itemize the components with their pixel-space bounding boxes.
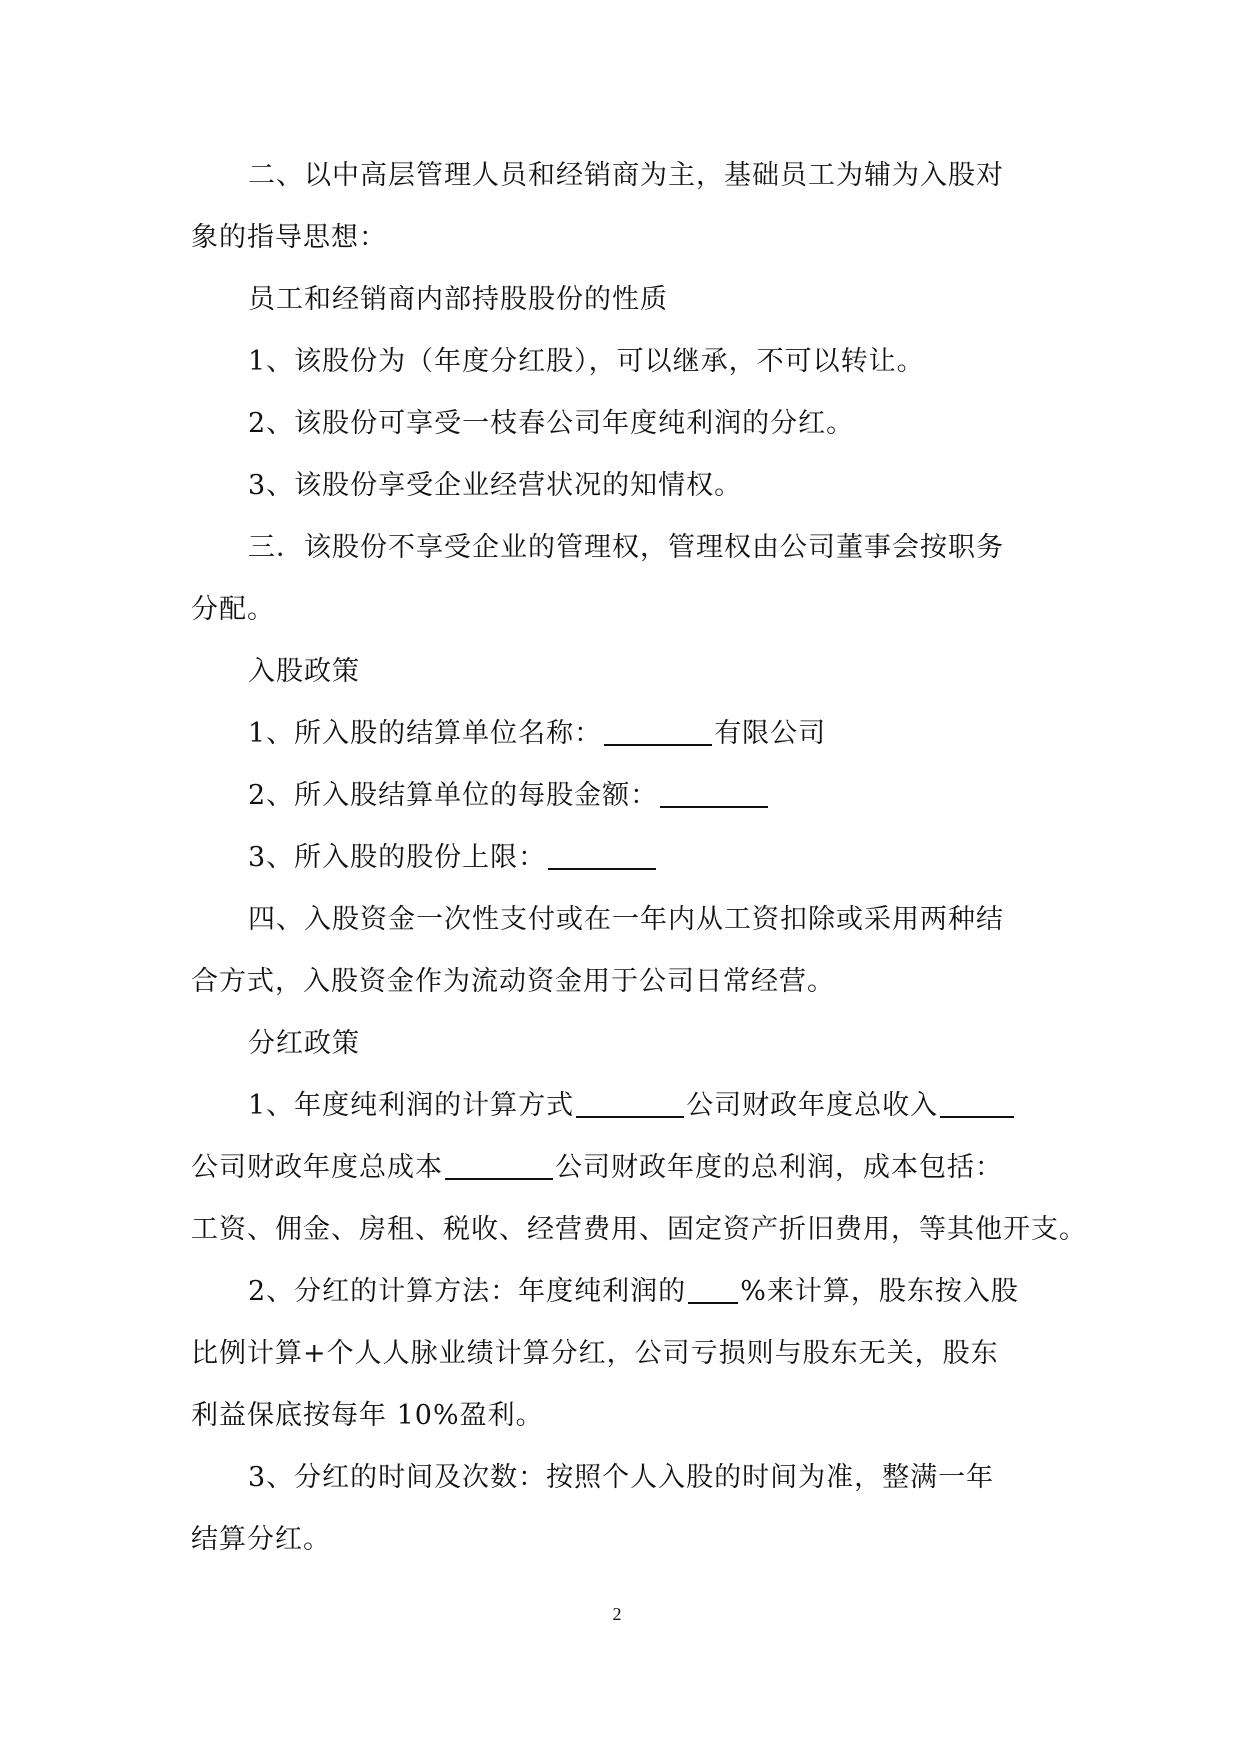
- list-item: [248, 1272, 1019, 1312]
- fill-in-blank[interactable]: [940, 1088, 1014, 1118]
- list-item: [248, 838, 658, 878]
- paragraph-line: 利益保底按每年 10%盈利。: [191, 1400, 544, 1431]
- list-item-text: 1、所入股的结算单位名称：: [248, 718, 603, 749]
- paragraph-line: 四、入股资金一次性支付或在一年内从工资扣除或采用两种结: [248, 904, 1004, 935]
- fill-in-blank[interactable]: [660, 778, 768, 808]
- paragraph-line: [191, 1148, 1003, 1188]
- list-item-text: 2、所入股结算单位的每股金额：: [248, 780, 659, 811]
- list-item-text: 公司财政年度的总利润，成本包括：: [555, 1152, 1003, 1183]
- paragraph-line: 象的指导思想：: [191, 222, 387, 253]
- list-item-text: 公司财政年度总成本: [191, 1152, 443, 1183]
- list-item: 1、该股份为（年度分红股），可以继承，不可以转让。: [248, 346, 925, 377]
- list-item: 2、该股份可享受一枝春公司年度纯利润的分红。: [248, 408, 855, 439]
- fill-in-blank[interactable]: [576, 1088, 684, 1118]
- list-item-text: 公司财政年度总收入: [686, 1090, 939, 1121]
- list-item-text: 3、所入股的股份上限：: [248, 842, 547, 873]
- page-number: 2: [612, 1604, 622, 1624]
- paragraph-line: 三．该股份不享受企业的管理权，管理权由公司董事会按职务: [248, 532, 1004, 563]
- section-heading: 分红政策: [248, 1028, 360, 1059]
- paragraph-line: 分配。: [191, 594, 275, 625]
- paragraph-line: 结算分红。: [191, 1524, 331, 1555]
- fill-in-blank[interactable]: [445, 1150, 553, 1180]
- list-item: [248, 776, 770, 816]
- list-item-text: %来计算，股东按入股: [740, 1276, 1019, 1307]
- list-item-text: 2、分红的计算方法：年度纯利润的: [248, 1276, 687, 1307]
- paragraph-line: 合方式，入股资金作为流动资金用于公司日常经营。: [191, 966, 835, 997]
- list-item: 3、分红的时间及次数：按照个人入股的时间为准，整满一年: [248, 1462, 995, 1493]
- section-heading: 入股政策: [248, 656, 360, 687]
- fill-in-blank[interactable]: [688, 1274, 738, 1304]
- fill-in-blank[interactable]: [604, 716, 712, 746]
- section-heading: 员工和经销商内部持股股份的性质: [248, 284, 668, 315]
- list-item: [248, 714, 826, 754]
- paragraph-line: 工资、佣金、房租、税收、经营费用、固定资产折旧费用，等其他开支。: [191, 1214, 1087, 1245]
- list-item-text: 1、年度纯利润的计算方式: [248, 1090, 575, 1121]
- list-item: 3、该股份享受企业经营状况的知情权。: [248, 470, 743, 501]
- list-item: [248, 1086, 1016, 1126]
- paragraph-line: 比例计算+个人人脉业绩计算分红，公司亏损则与股东无关，股东: [191, 1338, 999, 1369]
- fill-in-blank[interactable]: [548, 840, 656, 870]
- list-item-text: 有限公司: [714, 718, 827, 749]
- paragraph-line: 二、以中高层管理人员和经销商为主，基础员工为辅为入股对: [248, 160, 1004, 191]
